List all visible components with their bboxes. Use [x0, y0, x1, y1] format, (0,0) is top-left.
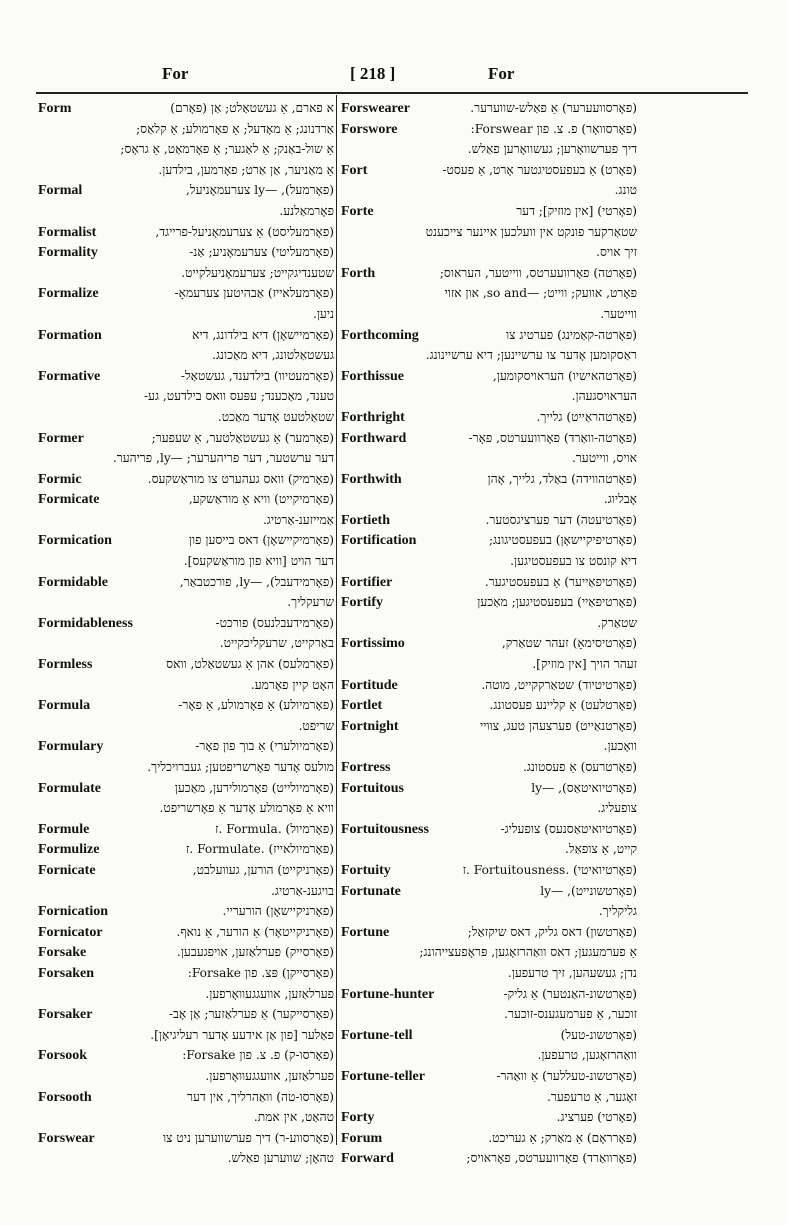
dictionary-entry: [38, 222, 334, 243]
definition-text: (פאָרסו-ק) פ. צ. פון Forsake:: [182, 1048, 334, 1063]
entry-first-line: [38, 922, 334, 943]
definition-text: (פאָרטהאישיו) העראויסקומען,: [492, 368, 637, 383]
definition-text: (פאָרסו-טה) וואַהרליך, אין דער: [186, 1089, 334, 1104]
dictionary-entry: [341, 819, 637, 860]
entry-first-line: [38, 489, 334, 510]
dictionary-entry: [38, 654, 334, 695]
dictionary-entry: [341, 428, 637, 469]
headword: Forthward: [341, 430, 407, 446]
definition-text: (פאָרטשונ-טעל): [560, 1027, 637, 1042]
dictionary-entry: [341, 675, 637, 696]
definition-text: (פאָרמיקיישאָן) דאס בייסען פון: [188, 533, 334, 548]
headword: Formation: [38, 327, 102, 343]
dictionary-entry: [38, 180, 334, 221]
definition-continuation: טהאָן; שווערען פאַלש.: [227, 1151, 334, 1166]
definition-text: (פאָרסייקער) אַ פערלאַזער; אַן אָב-: [168, 1007, 334, 1022]
headword: Fortuitous: [341, 780, 404, 796]
headword: Form: [38, 101, 72, 116]
entry-first-line: [38, 654, 334, 675]
headword: Forte: [341, 203, 374, 219]
headword: Fortify: [341, 595, 383, 611]
definition-text: (פאָרטי) [אין מוזיק]; דער: [516, 203, 637, 218]
definition-continuation: אַ מאַניער, אַן אַרט; פאָרמען, בילדען.: [158, 162, 334, 177]
headword: Fortuitousness: [341, 821, 429, 837]
page-number: [ 218 ]: [350, 64, 396, 83]
definition-text: (פאָרסווע-ר) דיך פערשווערען ניט צו: [163, 1130, 334, 1145]
entry-first-line: [341, 325, 637, 346]
entry-first-line: [341, 819, 637, 840]
definition-continuation: שטענדיגקייט; צערעמאָניעלקייט.: [181, 265, 334, 280]
dictionary-entry: [341, 530, 637, 571]
definition-text: (פאָרמידעבל), —ly, פורכטבאַר,: [179, 574, 334, 589]
definition-text: (פאָרסוועערער) אַ פאַלש-שווערער.: [470, 101, 637, 115]
headword: Fortune-hunter: [341, 986, 435, 1002]
definition-text: (פאָרטיואיטי) .Fortuitousness .ז: [462, 862, 637, 877]
headword: Fortuity: [341, 862, 391, 878]
definition-text: (פאָרמעליסט) אַ צערעמאָניעל-פרייגד,: [155, 224, 334, 239]
dictionary-entry: [38, 1045, 334, 1086]
header-rule: [36, 92, 748, 94]
definition-text: (פאָרסייק) פערלאַזען, אויפגעבען.: [176, 945, 334, 960]
entry-first-line: [38, 98, 334, 119]
entry-first-line: [38, 283, 334, 304]
dictionary-entry: [38, 901, 334, 922]
definition-continuation: שטאַרק.: [597, 615, 637, 630]
entry-first-line: [341, 860, 637, 881]
dictionary-entry: [38, 469, 334, 490]
headword: Fortnight: [341, 718, 399, 734]
dictionary-entry: [38, 98, 334, 180]
page-header: [40, 64, 748, 88]
definition-text: (פאָרטיואיטאַס), —ly: [531, 780, 637, 795]
dictionary-entry: [341, 984, 637, 1025]
definition-continuation: טונג.: [614, 183, 637, 198]
definition-continuation: דיא קונסט צו בעפעסטיגען.: [510, 554, 637, 569]
definition-continuation: פאָרמאַלנע.: [279, 203, 334, 218]
definition-text: (פאָרניקייטאָר) אַ הורער, אַ נואף.: [176, 924, 334, 939]
definition-text: (פאָרטשונ-האַנטער) אַ גליק-: [503, 986, 637, 1001]
dictionary-entry: [38, 963, 334, 1004]
headword: Forty: [341, 1110, 375, 1126]
entry-first-line: [38, 839, 334, 860]
dictionary-entry: [341, 325, 637, 366]
entry-first-line: [341, 510, 637, 531]
headword: Formule: [38, 821, 90, 837]
definition-text: (פאָרטלעט) אַ קליינע פעסטונג.: [489, 698, 637, 713]
dictionary-entry: [38, 325, 334, 366]
entry-first-line: [341, 407, 637, 428]
entry-first-line: [341, 366, 637, 387]
definition-continuation: שריפט.: [298, 718, 334, 733]
entry-first-line: [38, 325, 334, 346]
entry-first-line: [38, 530, 334, 551]
dictionary-entry: [38, 778, 334, 819]
definition-text: (פאָרטיסימאָ) זעהר שטאַרק,: [501, 636, 637, 651]
definition-text: (פאָרמיק) וואס געהערט צו מוראַשקעס.: [147, 471, 334, 486]
dictionary-entry: [38, 1004, 334, 1045]
entry-first-line: [38, 1087, 334, 1108]
headword: Formative: [38, 368, 101, 384]
definition-continuation: אויס, ווייטער.: [571, 451, 637, 466]
entry-first-line: [38, 695, 334, 716]
dictionary-entry: [38, 530, 334, 571]
definition-text: (פאָרמעליטי) צערעמאָניע; אַנ-: [189, 245, 334, 260]
dictionary-entry: [341, 1025, 637, 1066]
headword: Fort: [341, 162, 368, 178]
entry-first-line: [341, 428, 637, 449]
definition-text: (פאָרטהווידה) באַלד, גלייך, אָהן: [487, 471, 637, 486]
definition-text: (פאָרמיקייט) וויא אַ מוראַשקע,: [188, 492, 334, 507]
entry-first-line: [341, 98, 637, 119]
headword: Fortlet: [341, 698, 383, 714]
entry-first-line: [38, 428, 334, 449]
headword: Fortifier: [341, 574, 393, 590]
entry-first-line: [341, 572, 637, 593]
dictionary-entry: [38, 819, 334, 840]
definition-text: (פאָרניקיישאָן) הורעריי.: [222, 904, 334, 919]
definition-text: (פאָרמיולע) אַ פאָרמולע, אַ פאָר-: [178, 698, 334, 713]
definition-text: (פאָרמער) אַ געשטאַלטער, אַ שעפער;: [151, 430, 334, 445]
definition-continuation: זעהר הויך [אין מוזיק].: [532, 657, 637, 672]
definition-continuation: נדן; געשעהען, זיך טרעפען.: [507, 965, 637, 980]
definition-text: (פאָרטיפאַייער) אַ בעפעסטיגער.: [484, 574, 637, 589]
dictionary-entry: [341, 1148, 637, 1169]
entry-first-line: [341, 530, 637, 551]
dictionary-entry: [341, 98, 637, 119]
headword: Former: [38, 430, 84, 446]
definition-text: (פאָרמעל), —ly צערעמאָניעל,: [186, 183, 334, 198]
entry-first-line: [38, 860, 334, 881]
definition-continuation: וויא אַ פאָרמולע אָדער אַ פאָרשריפט.: [159, 801, 334, 816]
headword: Formulize: [38, 842, 100, 858]
entry-first-line: [38, 180, 334, 201]
entry-first-line: [38, 901, 334, 922]
definition-text: (פאָרמיול) .Formula .ז: [215, 821, 334, 836]
definition-continuation: דער הויט [וויא פון מוראַשקעס].: [183, 554, 334, 569]
running-head-left: For: [162, 64, 189, 83]
entry-first-line: [341, 119, 637, 140]
definition-continuation: אַ שול-באַנק; אַ לאַגער; אַ פאָרמאַט, אַ גראָס;: [120, 142, 334, 157]
dictionary-entry: [341, 366, 637, 407]
dictionary-entry: [38, 489, 334, 530]
headword: Forsaker: [38, 1007, 93, 1023]
definition-continuation: אָבליוג.: [603, 492, 637, 507]
headword: Formic: [38, 471, 82, 487]
dictionary-entry: [341, 860, 637, 881]
headword: Fornicator: [38, 924, 103, 940]
entry-first-line: [341, 592, 637, 613]
entry-first-line: [341, 675, 637, 696]
entry-first-line: [38, 469, 334, 490]
definition-text: א פארם, אַ געשטאַלט; אַן (פאָרם): [170, 101, 334, 115]
headword: Forum: [341, 1130, 383, 1146]
dictionary-entry: [341, 757, 637, 778]
dictionary-entry: [341, 716, 637, 757]
entry-first-line: [341, 160, 637, 181]
headword: Formulary: [38, 739, 104, 755]
definition-continuation: ווייטער.: [600, 306, 637, 321]
definition-text: (פאָרמלעס) אהן אַ געשטאַלט, וואס: [166, 657, 334, 672]
entry-first-line: [341, 201, 637, 222]
definition-text: (פאָרטיפיקיישאָן) בעפעסטיגונג;: [489, 533, 637, 548]
entry-first-line: [38, 366, 334, 387]
definition-continuation: שטאַלטעט אָדער מאַכט.: [217, 409, 334, 424]
headword: Fortune-teller: [341, 1068, 425, 1084]
definition-continuation: פערלאַזען, אוועגגעוואָרפען.: [205, 1068, 334, 1083]
definition-text: (פאָרטה) פאָרוועערטס, ווייטער, העראוס;: [439, 265, 637, 280]
headword: Fortitude: [341, 677, 398, 693]
dictionary-entry: [38, 839, 334, 860]
definition-text: (פאָרמעטיוו) בילדענד, געשטאַל-: [180, 368, 334, 383]
definition-continuation: פאָרט, אוועק; ווייט; —so and, און אזוי: [444, 286, 637, 301]
definition-text: (פאָרטי) פערציג.: [556, 1110, 637, 1125]
headword: Formicate: [38, 492, 100, 508]
headword: Formal: [38, 183, 83, 199]
dictionary-entry: [341, 1107, 637, 1128]
entry-first-line: [341, 263, 637, 284]
definition-continuation: קייט, אַ צופאַל.: [565, 842, 637, 857]
entry-first-line: [38, 1128, 334, 1149]
headword: Formidableness: [38, 615, 133, 631]
headword: Forsake: [38, 945, 87, 961]
dictionary-entry: [341, 572, 637, 593]
definition-continuation: אַרדנונג; אַ מאָדעל; אַ פאָרמולע; אַ קלאַס;: [136, 121, 334, 136]
definition-text: (פאָרטה-קאַמינג) פערטיג צו: [505, 327, 637, 342]
dictionary-entry: [341, 469, 637, 510]
headword: Formula: [38, 698, 91, 714]
dictionary-entry: [38, 283, 334, 324]
headword: Forthright: [341, 409, 405, 425]
definition-continuation: זאָגער, אַ טרעפער.: [547, 1089, 637, 1104]
dictionary-entry: [341, 510, 637, 531]
entry-first-line: [38, 736, 334, 757]
definition-continuation: האָט קיין פאָרמע.: [250, 677, 334, 692]
definition-text: (פאָרטשונייט), —ly: [540, 883, 637, 898]
entry-first-line: [38, 222, 334, 243]
dictionary-entry: [341, 119, 637, 160]
entry-first-line: [341, 881, 637, 902]
headword: Forswear: [38, 1130, 95, 1146]
definition-text: (פאָרטשון) דאס גליק, דאס שיקזאַל;: [467, 924, 637, 939]
entry-first-line: [38, 1004, 334, 1025]
definition-continuation: זוכער, אַ פערמעגענס-זוכער.: [504, 1007, 637, 1022]
headword: Formalize: [38, 286, 99, 302]
definition-continuation: אַמייזענ-אַרטיג.: [262, 512, 334, 527]
headword: Fortunate: [341, 883, 401, 899]
entry-first-line: [341, 716, 637, 737]
entry-first-line: [341, 1128, 637, 1149]
dictionary-entry: [38, 695, 334, 736]
definition-text: (פאָרסייקן) פּצ. פון Forsake:: [187, 965, 334, 980]
entry-first-line: [38, 1045, 334, 1066]
dictionary-entry: [38, 613, 334, 654]
entry-first-line: [38, 778, 334, 799]
definition-continuation: צופעליג.: [597, 801, 637, 816]
headword: Forth: [341, 265, 376, 281]
entry-first-line: [38, 942, 334, 963]
entry-first-line: [341, 922, 637, 943]
right-column: [341, 98, 637, 1169]
headword: Formidable: [38, 574, 108, 590]
headword: Fortissimo: [341, 636, 405, 652]
entry-first-line: [341, 1025, 637, 1046]
dictionary-entry: [38, 1128, 334, 1169]
entry-first-line: [341, 1148, 637, 1169]
headword: Forthcoming: [341, 327, 419, 343]
entry-first-line: [38, 819, 334, 840]
headword: Fortune-tell: [341, 1027, 413, 1043]
definition-continuation: ניען.: [312, 306, 334, 321]
headword: Formality: [38, 245, 98, 261]
headword: Fornication: [38, 904, 108, 920]
definition-continuation: בויגענ-אַרטיג.: [271, 883, 334, 898]
dictionary-entry: [341, 592, 637, 633]
headword: Forsooth: [38, 1089, 92, 1105]
headword: Forswearer: [341, 101, 410, 116]
dictionary-entry: [38, 942, 334, 963]
headword: Formless: [38, 657, 93, 673]
definition-continuation: גליקליך.: [598, 904, 637, 919]
definition-text: (פאָרט) אַ בעפעסטיגטער אָרט, אַ פעסט-: [442, 162, 637, 177]
definition-continuation: דיך פערשוואָרען; געשוואָרען פאַלש.: [467, 142, 637, 157]
definition-text: (פאָרסוואָר) פ. צ. פון Forswear:: [470, 121, 637, 136]
entry-first-line: [341, 1107, 637, 1128]
definition-text: (פאָרמיולערי) אַ בוך פון פאָר-: [195, 739, 334, 754]
definition-text: (פאָרוואַרד) פאָרוועערטס, פאָראויס;: [466, 1151, 637, 1166]
headword: Fortieth: [341, 512, 390, 528]
headword: Forward: [341, 1151, 394, 1167]
headword: Formulate: [38, 780, 101, 796]
dictionary-entry: [341, 695, 637, 716]
definition-text: (פאָרטיואיטאַסנעס) צופעליג-: [500, 821, 637, 836]
entry-first-line: [38, 963, 334, 984]
headword: Forthwith: [341, 471, 402, 487]
dictionary-entry: [38, 572, 334, 613]
dictionary-entry: [341, 407, 637, 428]
definition-text: (פאָרמידעבלנעס) פורכט-: [215, 615, 334, 630]
dictionary-entry: [38, 428, 334, 469]
entry-first-line: [341, 1066, 637, 1087]
definition-text: (פאָרמיולייט) פאָרמולירען, מאַכען: [174, 780, 334, 795]
dictionary-entry: [341, 1128, 637, 1149]
definition-continuation: טהאַט, אין אמת.: [253, 1110, 334, 1125]
definition-text: (פאָרטרעס) אַ פעסטונג.: [523, 760, 637, 774]
headword: Fornicate: [38, 862, 96, 878]
entry-first-line: [341, 633, 637, 654]
headword: Forthissue: [341, 368, 404, 384]
dictionary-entry: [341, 778, 637, 819]
definition-text: (פאָרניקייט) הורען, געוועלבט,: [192, 862, 334, 877]
entry-first-line: [341, 778, 637, 799]
definition-continuation: וואָכען.: [603, 739, 637, 754]
definition-text: (פאָרמיישאָן) דיא בילדונג, דיא: [192, 327, 334, 342]
entry-first-line: [341, 984, 637, 1005]
dictionary-entry: [341, 1066, 637, 1107]
definition-text: (פאָרטהראַייט) גלייך.: [536, 409, 637, 424]
definition-text: (פאָרטנאַייט) פערצעהן טעג, צוויי: [479, 718, 637, 733]
dictionary-entry: [341, 201, 637, 263]
dictionary-entry: [38, 1087, 334, 1128]
definition-continuation: וואַהרזאָגען, טרעפען.: [537, 1048, 637, 1063]
headword: Formication: [38, 533, 112, 549]
definition-continuation: שרעקליך.: [287, 595, 334, 610]
entry-first-line: [38, 572, 334, 593]
dictionary-entry: [341, 922, 637, 984]
definition-continuation: שטאַרקער פונקט אין וועלכען איינער צייכענט: [425, 224, 637, 239]
entry-first-line: [341, 757, 637, 778]
headword: Fortification: [341, 533, 417, 549]
dictionary-entry: [341, 160, 637, 201]
definition-continuation: באַרקייט, שרעקליכקייט.: [219, 636, 334, 651]
definition-continuation: מולעס אָדער פאָרשריפטען; געברויכליך.: [147, 760, 334, 774]
entry-first-line: [341, 695, 637, 716]
dictionary-entry: [341, 881, 637, 922]
dictionary-entry: [341, 633, 637, 674]
dictionary-entry: [341, 263, 637, 325]
headword: Forswore: [341, 121, 398, 137]
definition-text: (פאָרמיולאייז) .Formulate .ז: [185, 842, 334, 857]
headword: Forsook: [38, 1048, 87, 1064]
headword: Formalist: [38, 224, 97, 240]
headword: Fortress: [341, 760, 391, 775]
definition-continuation: דער ערשטער, דער פריהערער; —ly, פריהער.: [112, 451, 334, 466]
definition-text: (פאָרמעלאייז) אַבהיטען צערעמאָ-: [174, 286, 334, 301]
dictionary-entry: [38, 366, 334, 428]
entry-first-line: [341, 469, 637, 490]
dictionary-entry: [38, 736, 334, 777]
dictionary-entry: [38, 242, 334, 283]
definition-text: (פאָרטה-וואַרד) פאָרוועערטס, פאָר-: [468, 430, 637, 445]
definition-text: (פאָרראָם) אַ מאַרק; אַ געריכט.: [488, 1130, 637, 1145]
headword: Forsaken: [38, 965, 94, 981]
definition-text: (פאָרטיעטה) דער פערציגסטער.: [485, 512, 637, 527]
headword: Fortune: [341, 924, 390, 940]
definition-continuation: טענד, מאַכענד; עפּעס וואס בילדעט, גע-: [143, 389, 334, 404]
definition-continuation: העראויסגעהן.: [571, 389, 637, 404]
column-divider: [336, 95, 337, 1145]
definition-continuation: ראַסקומען אָדער צו ערשיינען; דיא ערשיינונג.: [425, 348, 637, 363]
running-head-right: For: [488, 64, 515, 83]
definition-continuation: געשטאַלטונג, דיא מאַכונג.: [212, 348, 334, 363]
definition-continuation: פאַלער [פון אַן אידעע אָדער רעליגיאָן].: [150, 1027, 334, 1042]
left-column: [38, 98, 334, 1169]
definition-text: (פאָרטיפאַיי) בעפעסטיגען; מאַכען: [477, 595, 637, 610]
definition-text: (פאָרטשונ-טעללער) אַ וואַהר-: [496, 1068, 637, 1083]
entry-first-line: [38, 613, 334, 634]
definition-continuation: אַ פערמעגען; דאס וואַהרזאָגען, פּראָפעצייהונג;: [419, 945, 637, 960]
dictionary-entry: [38, 922, 334, 943]
dictionary-entry: [38, 860, 334, 901]
entry-first-line: [38, 242, 334, 263]
definition-text: (פאָרטיטיוד) שטאַרקקייט, מוטה.: [481, 677, 637, 692]
definition-continuation: פערלאַזען, אוועגגעוואָרפען.: [205, 986, 334, 1001]
definition-continuation: זיך אויס.: [596, 245, 637, 260]
